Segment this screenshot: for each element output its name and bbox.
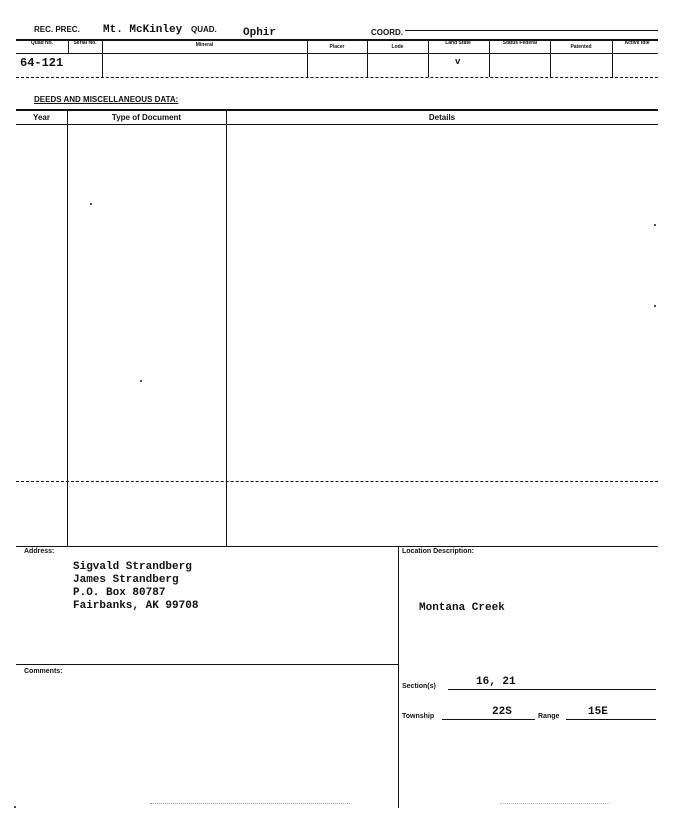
header-mid-rule: [16, 53, 658, 54]
header-top-rule: [16, 39, 658, 41]
address-bottom-rule: [16, 664, 398, 665]
coord-underline: [405, 30, 658, 31]
quad-name: Mt. McKinley: [103, 24, 183, 36]
land-state-mark: v: [455, 57, 461, 67]
col-mineral: Mineral: [195, 42, 214, 48]
address-location-divider: [398, 546, 399, 808]
col-patented: Patented: [570, 44, 592, 50]
deeds-header-rule: [16, 124, 658, 125]
scan-speck: [90, 203, 92, 205]
col-serial-no: Serial No.: [73, 40, 97, 46]
range-value: 15E: [588, 706, 608, 718]
quad-no-value: 64-121: [20, 56, 64, 70]
address-line: Sigvald Strandberg: [73, 561, 192, 573]
quad-label: QUAD.: [191, 25, 217, 34]
township-label: Township: [402, 713, 435, 720]
deeds-bottom-rule: [16, 546, 658, 547]
address-label: Address:: [24, 548, 55, 555]
rec-prec-label: REC. PREC.: [34, 25, 80, 34]
header-divider: [612, 39, 613, 77]
scan-speck: [140, 380, 142, 382]
section-value: 16, 21: [476, 676, 516, 688]
address-line: P.O. Box 80787: [73, 587, 166, 599]
township-value: 22S: [492, 706, 512, 718]
col-placer: Placer: [329, 44, 345, 50]
deeds-dashed-rule: [16, 481, 658, 482]
section-label: Section(s): [402, 683, 436, 690]
address-line: Fairbanks, AK 99708: [73, 600, 199, 612]
range-underline: [566, 719, 656, 720]
col-status-federal: Status Federal: [502, 40, 538, 46]
type-header: Type of Document: [111, 113, 182, 122]
coord-label: COORD.: [371, 28, 403, 37]
deeds-top-rule: [16, 109, 658, 111]
header-divider: [428, 39, 429, 77]
details-header: Details: [428, 113, 456, 122]
header-bottom-dashed-rule: [16, 77, 658, 78]
col-quad-no: Quad No.: [30, 40, 54, 46]
section-underline: [448, 689, 656, 690]
year-header: Year: [33, 113, 50, 122]
range-label: Range: [538, 713, 560, 720]
scan-noise: [150, 803, 350, 807]
col-active-idle: Active Idle: [624, 40, 650, 46]
location-label: Location Description:: [402, 548, 474, 555]
township-underline: [442, 719, 535, 720]
scan-noise: [500, 803, 610, 807]
location-value: Montana Creek: [419, 602, 505, 614]
address-block: [73, 561, 198, 613]
col-lode: Lode: [391, 44, 404, 50]
quad-value: Ophir: [243, 27, 277, 39]
address-line: James Strandberg: [73, 574, 179, 586]
comments-label: Comments:: [24, 668, 63, 675]
scan-speck: [14, 806, 16, 808]
scan-speck: [654, 305, 656, 307]
scan-speck: [654, 224, 656, 226]
col-land-state: Land State: [445, 40, 471, 46]
header-divider: [489, 39, 490, 77]
deeds-title: DEEDS AND MISCELLANEOUS DATA:: [34, 95, 179, 104]
